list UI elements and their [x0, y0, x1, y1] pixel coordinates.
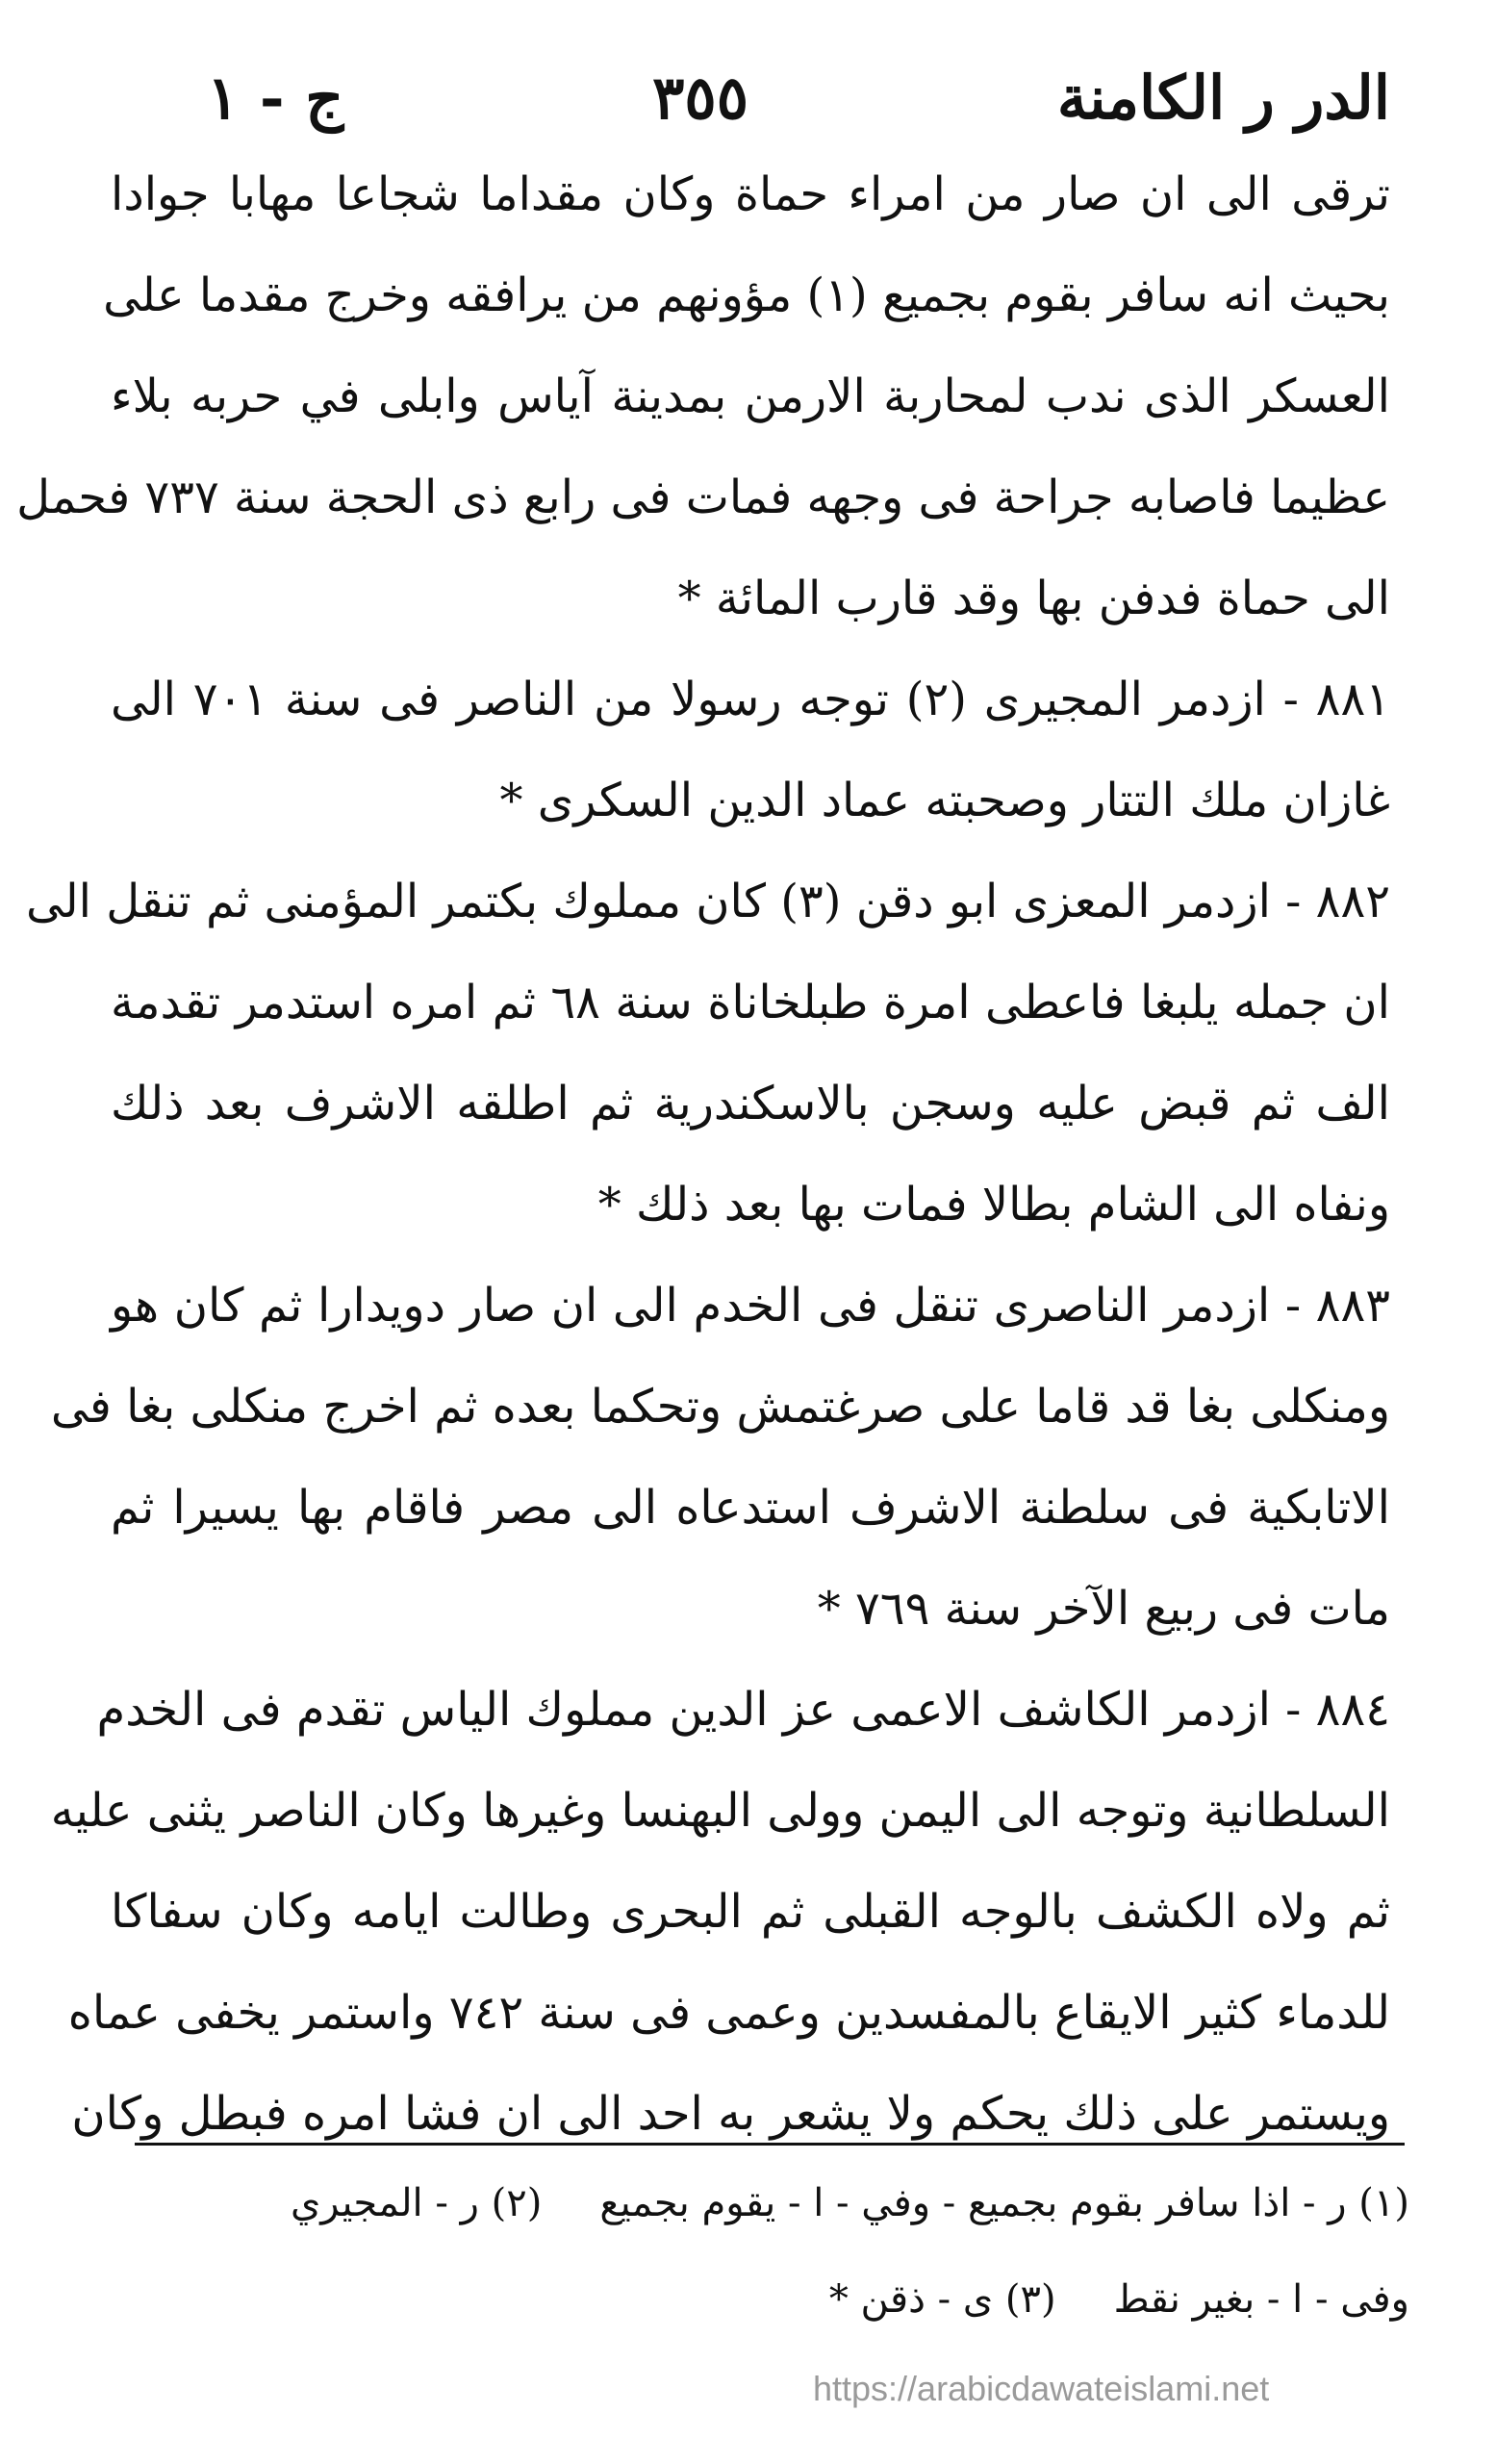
text-line: غازان ملك التتار وصحبته عماد الدين السكرى *: [499, 774, 1390, 827]
footnote-3: (٣) ى - ذقن *: [828, 2277, 1056, 2322]
text-line: الاتابكية فى سلطنة الاشرف استدعاه الى مصر فاقام بها يسيرا ثم: [111, 1481, 1390, 1535]
volume-label: ج - ١: [207, 63, 344, 133]
text-line: الف ثم قبض عليه وسجن بالاسكندرية ثم اطلقه الاشرف بعد ذلك: [111, 1077, 1390, 1130]
footnote-divider: [135, 2143, 1405, 2146]
text-line: مات فى ربيع الآخر سنة ٧٦٩ *: [817, 1582, 1390, 1636]
book-title: الدر ر الكامنة: [1056, 63, 1390, 133]
text-line: عظيما فاصابه جراحة فى وجهه فمات فى رابع ذى الحجة سنة ٧٣٧ فحمل: [16, 470, 1390, 524]
entry-881-heading: ٨٨١ - ازدمر المجيرى (٢) توجه رسولا من الناصر فى سنة ٧٠١ الى: [111, 673, 1390, 726]
footnotes: [101, 2155, 1409, 2348]
text-line: ثم ولاه الكشف بالوجه القبلى ثم البحرى وطالت ايامه وكان سفاكا: [111, 1885, 1391, 1939]
text-line: السلطانية وتوجه الى اليمن وولى البهنسا وغيرها وكان الناصر يثنى عليه: [50, 1784, 1390, 1838]
text-line: للدماء كثير الايقاع بالمفسدين وعمى فى سنة ٧٤٢ واستمر يخفى عماه: [67, 1986, 1390, 2040]
text-line: ان جمله يلبغا فاعطى امرة طبلخاناة سنة ٦٨ ثم امره استدمر تقدمة: [111, 976, 1390, 1029]
footnote-2-continued: وفى - ا - بغير نقط: [1113, 2277, 1409, 2322]
entry-882-heading: ٨٨٢ - ازدمر المعزى ابو دقن (٣) كان مملوك بكتمر المؤمنى ثم تنقل الى: [26, 875, 1390, 928]
running-header: [207, 60, 1390, 137]
footnote-line: [101, 2155, 1409, 2251]
footnote-2: (٢) ر - المجيري: [290, 2181, 543, 2225]
text-line: الى حماة فدفن بها وقد قارب المائة *: [677, 572, 1390, 625]
footnote-1: (١) ر - اذا سافر بقوم بجميع - وفي - ا - يقوم بجميع: [599, 2181, 1409, 2225]
footnote-line: [101, 2251, 1409, 2348]
text-line: ترقى الى ان صار من امراء حماة وكان مقداما شجاعا مهابا جوادا: [111, 167, 1390, 221]
entry-883-heading: ٨٨٣ - ازدمر الناصرى تنقل فى الخدم الى ان صار دويدارا ثم كان هو: [111, 1279, 1390, 1333]
page-number: ٣٥٥: [652, 63, 749, 133]
text-line: بحيث انه سافر بقوم بجميع (١) مؤونهم من يرافقه وخرج مقدما على: [103, 268, 1390, 322]
text-line: ومنكلى بغا قد قاما على صرغتمش وتحكما بعده ثم اخرج منكلى بغا فى: [50, 1380, 1390, 1434]
text-line: ونفاه الى الشام بطالا فمات بها بعد ذلك *: [597, 1178, 1390, 1232]
source-watermark: https://arabicdawateislami.net: [813, 2369, 1270, 2408]
text-line: ويستمر على ذلك يحكم ولا يشعر به احد الى ان فشا امره فبطل وكان: [71, 2087, 1390, 2141]
text-line: العسكر الذى ندب لمحاربة الارمن بمدينة آياس وابلى في حربه بلاء: [111, 369, 1390, 423]
entry-884-heading: ٨٨٤ - ازدمر الكاشف الاعمى عز الدين مملوك الياس تقدم فى الخدم: [96, 1683, 1390, 1737]
main-text: [16, 144, 1391, 2165]
